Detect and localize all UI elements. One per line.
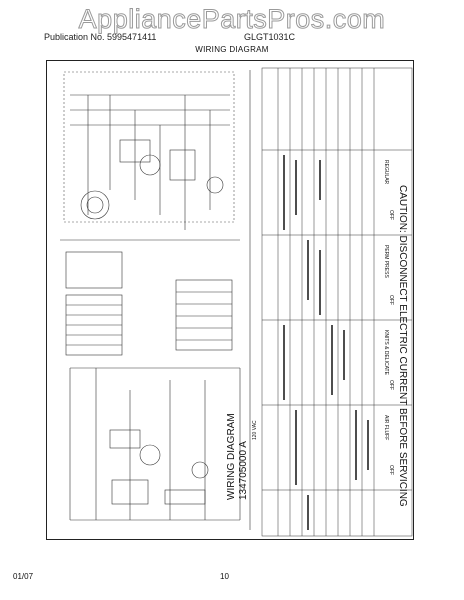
page-number: 10 [220, 572, 229, 581]
column-air-fluff: AIR FLUFF [383, 415, 389, 441]
cycle-label-off: OFF [388, 295, 394, 305]
cycle-label-off: OFF [388, 210, 394, 220]
column-regular: REGULAR [383, 160, 389, 185]
caution-text: CAUTION: DISCONNECT ELECTRIC CURRENT BEFORE SERVICING [397, 185, 408, 507]
page-title: WIRING DIAGRAM [195, 45, 269, 54]
voltage-label: 120 VAC [252, 420, 258, 440]
column-knits: KNITS & DELICATE [383, 330, 389, 375]
publication-number: Publication No. 5995471411 [44, 32, 157, 42]
part-number: 134705000 A [238, 441, 249, 500]
cycle-label-off: OFF [388, 380, 394, 390]
footer-date: 01/07 [13, 572, 34, 581]
model-number: GLGT1031C [244, 32, 296, 42]
cycle-label-off: OFF [388, 465, 394, 475]
watermark: AppliancePartsPros.com [78, 4, 386, 34]
diagram-label: WIRING DIAGRAM [226, 413, 237, 500]
column-perm-press: PERM PRESS [383, 245, 389, 278]
